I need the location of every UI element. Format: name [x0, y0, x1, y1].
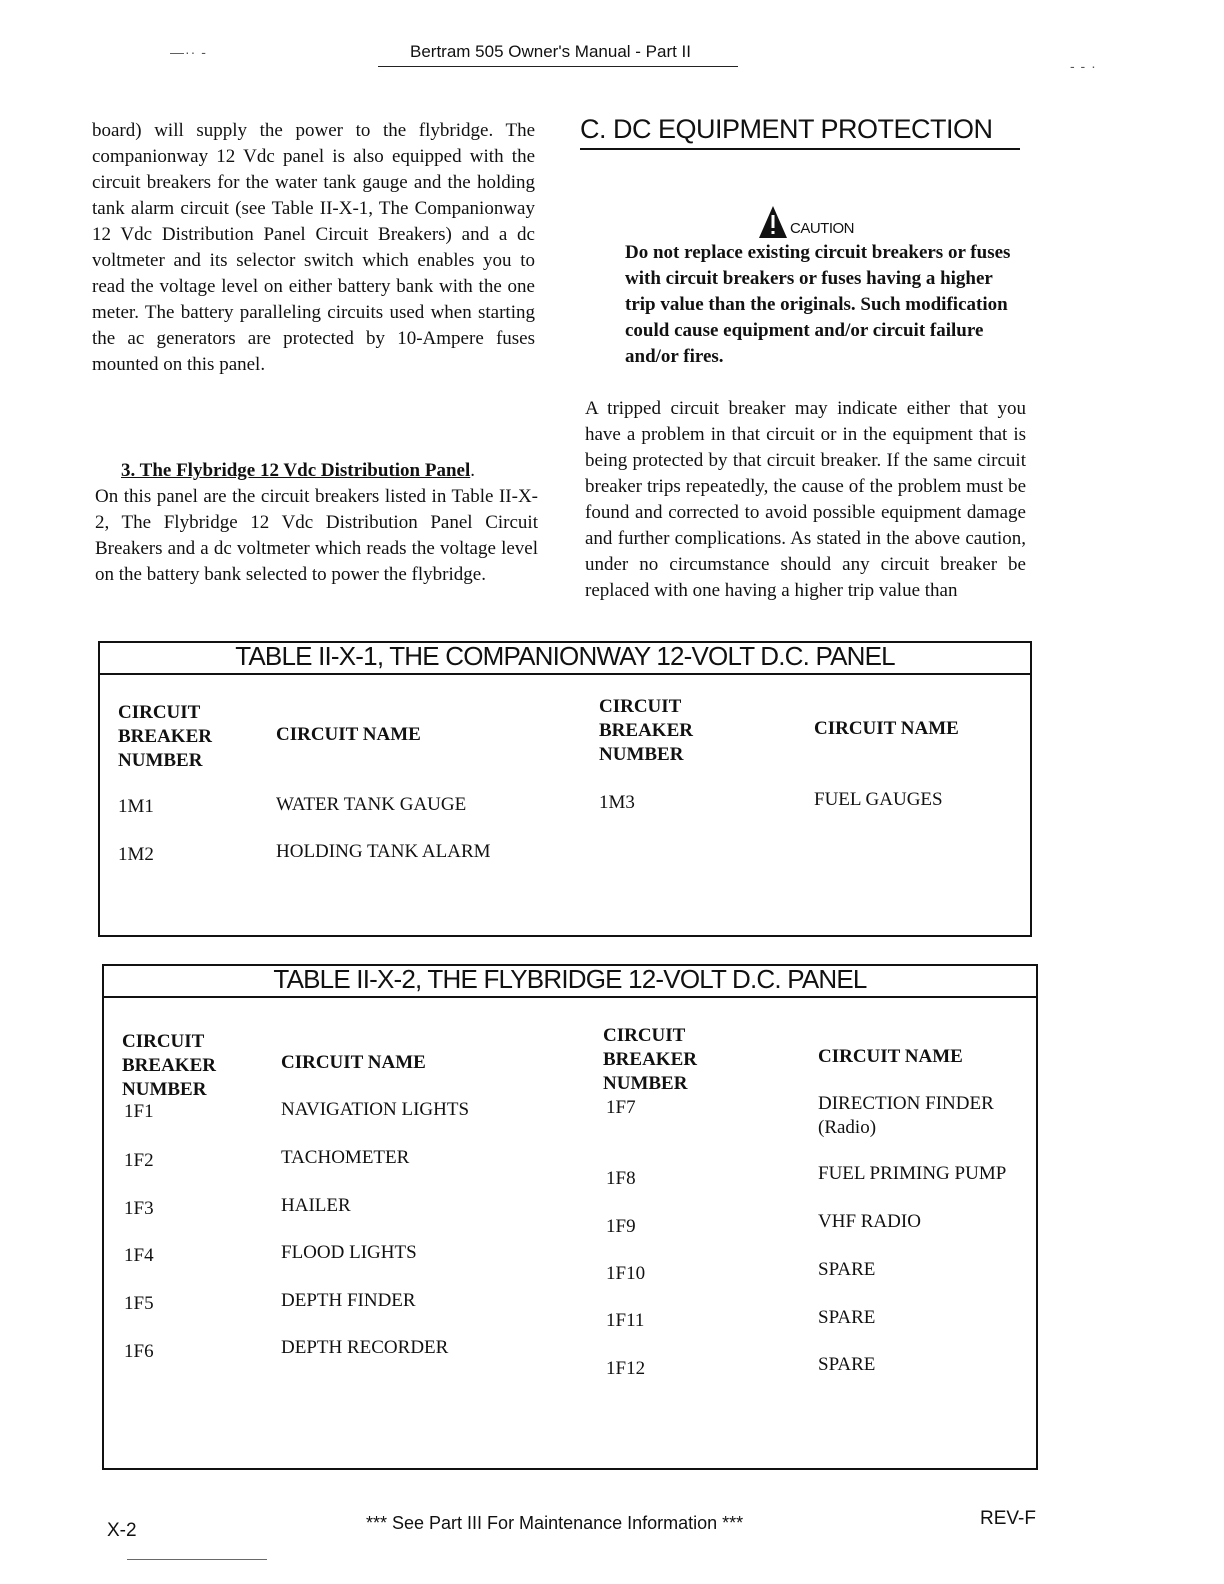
table-cell-name-note: (Radio)	[818, 1117, 877, 1138]
section-c-heading: C. DC EQUIPMENT PROTECTION	[580, 114, 1020, 150]
table-companionway-panel	[98, 641, 1032, 937]
table-cell-name: SPARE	[818, 1307, 876, 1328]
table-cell-name: NAVIGATION LIGHTS	[281, 1099, 470, 1120]
footer-note: *** See Part III For Maintenance Information ***	[366, 1513, 744, 1533]
section-title-end: .	[470, 460, 475, 481]
table1-header-breaker-right	[599, 695, 693, 767]
table-cell-number: 1F4	[124, 1245, 154, 1266]
table-cell-name: TACHOMETER	[281, 1147, 410, 1168]
left-column-paragraph-1	[92, 118, 535, 378]
caution-label: CAUTION	[790, 220, 854, 237]
paragraph-2-text: On this panel are the circuit breakers listed in Table II-X-2, The Flybridge 12 Vdc Distribution Panel Circuit Breakers and a dc voltmeter which reads the voltage level on the battery bank selected to power the flybridge.	[95, 486, 538, 585]
header-rule	[378, 66, 738, 67]
table-cell-name: DIRECTION FINDER	[818, 1093, 994, 1114]
table1-title: TABLE II-X-1, THE COMPANIONWAY 12-VOLT D.C. PANEL	[100, 643, 1030, 675]
footer-rule	[127, 1559, 267, 1560]
table-cell-name: WATER TANK GAUGE	[276, 794, 467, 815]
table-cell-name: HAILER	[281, 1195, 351, 1216]
table-cell-number: 1F9	[606, 1216, 636, 1237]
header-line: BREAKER	[599, 720, 693, 741]
section-title: 3. The Flybridge 12 Vdc Distribution Panel	[121, 460, 471, 481]
table1-header-breaker-left	[118, 701, 212, 773]
table-cell-number: 1F11	[606, 1310, 645, 1331]
table1-header-name-left: CIRCUIT NAME	[276, 724, 421, 745]
caution-banner	[758, 205, 854, 239]
table-cell-number: 1M1	[118, 796, 154, 817]
header-line: NUMBER	[599, 744, 684, 765]
table2-header-breaker-right	[603, 1024, 697, 1096]
table-cell-number: 1F8	[606, 1168, 636, 1189]
table-cell-name: VHF RADIO	[818, 1211, 921, 1232]
header-line: BREAKER	[122, 1055, 216, 1076]
header-line: NUMBER	[118, 750, 203, 771]
header-line: CIRCUIT	[599, 696, 682, 717]
table-cell-number: 1F12	[606, 1358, 646, 1379]
header-left-mark: —·· -	[170, 44, 207, 60]
table-cell-number: 1F1	[124, 1101, 154, 1122]
caution-text: Do not replace existing circuit breakers or fuses with circuit breakers or fuses having a higher trip value than the originals. Such modification could cause equipment and/or circuit failure and/or fires.	[625, 242, 1011, 367]
header-line: NUMBER	[122, 1079, 207, 1100]
table-cell-name: HOLDING TANK ALARM	[276, 841, 491, 862]
table-cell-name: DEPTH RECORDER	[281, 1337, 449, 1358]
table-cell-name: FLOOD LIGHTS	[281, 1242, 417, 1263]
table-cell-number: 1F3	[124, 1198, 154, 1219]
right-paragraph-text: A tripped circuit breaker may indicate either that you have a problem in that circuit or in the equipment that is being protected by that circuit breaker. If the same circuit breaker trips repeatedly, the cause of the problem must be found and corrected to avoid possible equipment damage and further complications. As stated in the above caution, under no circumstance should any circuit breaker be replaced with one having a higher trip value than	[585, 398, 1026, 601]
table2-header-name-left: CIRCUIT NAME	[281, 1052, 426, 1073]
table-cell-name: SPARE	[818, 1354, 876, 1375]
section-title-line	[95, 458, 538, 484]
page-number: X-2	[107, 1520, 137, 1541]
table-cell-name: FUEL PRIMING PUMP	[818, 1163, 1007, 1184]
table-cell-name: DEPTH FINDER	[281, 1290, 416, 1311]
table-flybridge-panel	[102, 964, 1038, 1470]
page-header-title: Bertram 505 Owner's Manual - Part II	[409, 42, 691, 61]
table-cell-number: 1F2	[124, 1150, 154, 1171]
paragraph-1-text: board) will supply the power to the flybridge. The companionway 12 Vdc panel is also equipped with the circuit breakers for the water tank gauge and the holding tank alarm circuit (see Table II-X-1, The Companionway 12 Vdc Distribution Panel Circuit Breakers) and a dc voltmeter and its selector switch which enables you to read the voltage level on either battery bank with the one meter. The battery paralleling circuits used when starting the ac generators are protected by 10-Ampere fuses mounted on this panel.	[92, 120, 535, 375]
right-column-paragraph	[585, 396, 1026, 604]
table-cell-number: 1M3	[599, 792, 635, 813]
table-cell-number: 1F10	[606, 1263, 646, 1284]
table-cell-number: 1F5	[124, 1293, 154, 1314]
header-line: BREAKER	[118, 726, 212, 747]
table-cell-name: FUEL GAUGES	[814, 789, 943, 810]
table2-header-breaker-left	[122, 1030, 216, 1102]
table-cell-number: 1F7	[606, 1097, 636, 1118]
header-line: CIRCUIT	[118, 702, 201, 723]
table2-title: TABLE II-X-2, THE FLYBRIDGE 12-VOLT D.C. PANEL	[104, 966, 1036, 998]
header-line: CIRCUIT	[122, 1031, 205, 1052]
left-column-section	[95, 458, 538, 588]
header-line: BREAKER	[603, 1049, 697, 1070]
table1-header-name-right: CIRCUIT NAME	[814, 718, 959, 739]
table-cell-number: 1M2	[118, 844, 154, 865]
warning-triangle-icon	[758, 205, 788, 239]
header-right-mark: - - ·	[1070, 58, 1097, 74]
table-cell-name: SPARE	[818, 1259, 876, 1280]
revision-label: REV-F	[980, 1508, 1036, 1529]
header-line: NUMBER	[603, 1073, 688, 1094]
table-cell-number: 1F6	[124, 1341, 154, 1362]
header-line: CIRCUIT	[603, 1025, 686, 1046]
table2-header-name-right: CIRCUIT NAME	[818, 1046, 963, 1067]
